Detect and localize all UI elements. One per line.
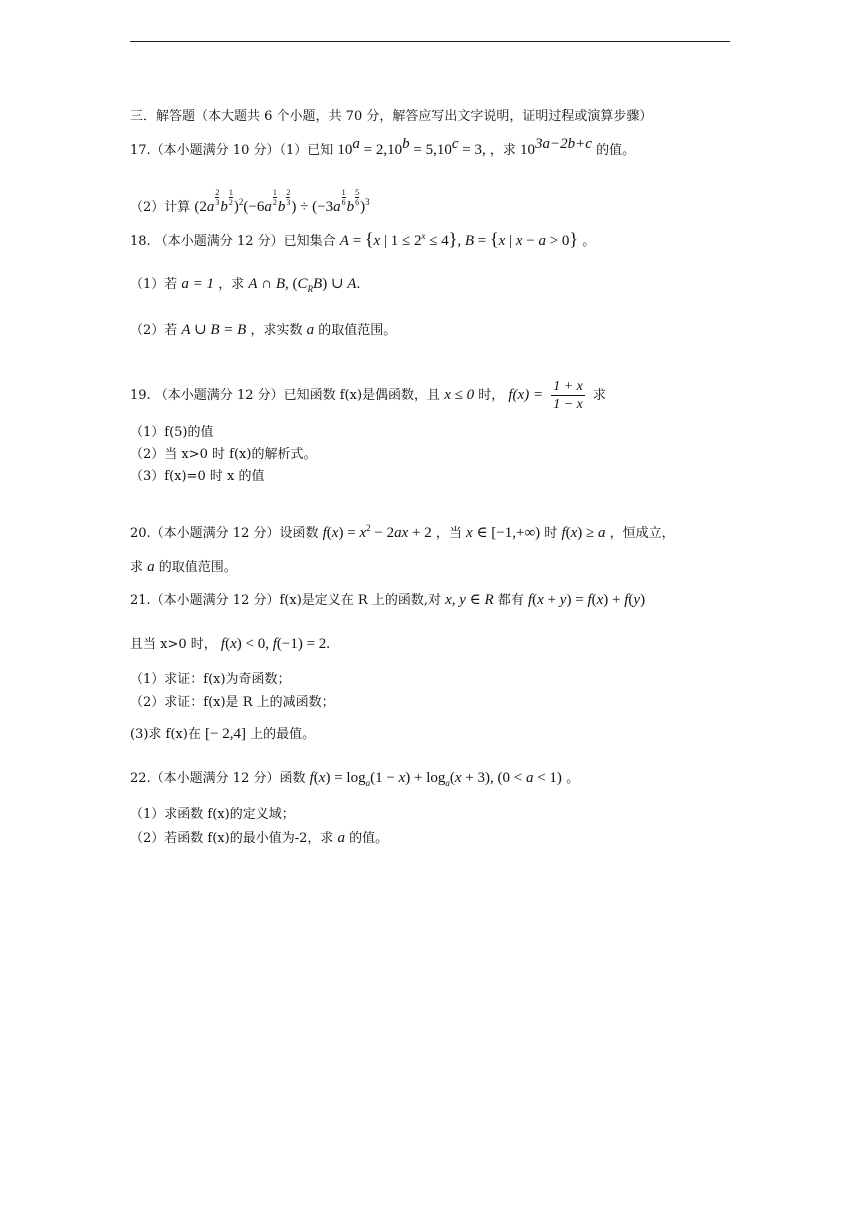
q18-part2-var: a xyxy=(306,322,315,338)
q21-part1: （1）求证：f(x)为奇函数； xyxy=(130,672,291,687)
q17-part2 xyxy=(130,188,370,217)
q19-part2: （2）当 x>0 时 f(x)的解析式。 xyxy=(130,447,317,462)
header-rule xyxy=(130,41,730,42)
q17-expression: $10^{3a-2b+c}$ xyxy=(520,136,592,158)
q21-part3b: 上的最值。 xyxy=(250,727,316,742)
q19-line1 xyxy=(130,378,606,413)
q19-numerator: 1 + x xyxy=(553,379,583,394)
q18-part2-tail: 的取值范围。 xyxy=(318,323,397,338)
q18-part1-ask: ，求 xyxy=(218,277,245,292)
q22-head: 22.（本小题满分 12 分）函数 xyxy=(130,771,306,786)
q22-part1: （1）求函数 f(x)的定义域； xyxy=(130,807,295,822)
q21-part3-range: [− 2,4] xyxy=(204,726,246,742)
q21-line2a: 且当 x>0 时， xyxy=(130,637,217,652)
q17-tail: 的值。 xyxy=(596,143,636,158)
q18-part2 xyxy=(130,321,396,340)
q22-tail: 。 xyxy=(566,771,580,786)
q20-line2b: 的取值范围。 xyxy=(158,560,237,575)
q21-part3a: (3)求 f(x)在 xyxy=(130,727,201,742)
section-title: 三．解答题（本大题共 6 个小题，共 70 分，解答应写出文字说明，证明过程或演算步骤） xyxy=(130,109,653,124)
q19-denominator: 1 − x xyxy=(553,397,583,412)
q17-head: 17.（本小题满分 10 分）（1）已知 xyxy=(130,143,334,158)
q20-mid: ，当 xyxy=(435,526,462,541)
q17-part2-expression: (2a $\frac{2}{3}$ b $\frac{1}{2}$ )$^2$(−6a $\frac{1}{2}$ b $\frac{2}{3}$ ) ÷ (−3a $\frac{1}{6}$ b $\frac{5}{6}$ )$^3$ xyxy=(194,188,370,215)
q21-vars: x, y ∈ R xyxy=(445,592,494,608)
q19-fraction xyxy=(551,378,585,413)
q22-part2b: 的值。 xyxy=(349,831,389,846)
q20-mid2: 时 xyxy=(544,526,558,541)
q20-range: x ∈ [−1,+∞) xyxy=(466,525,541,541)
q18-line1 xyxy=(130,230,595,251)
q21-line1 xyxy=(130,591,645,610)
q22-line1 xyxy=(130,769,579,788)
q18-part1-label: （1）若 xyxy=(130,277,178,292)
q21-part3 xyxy=(130,725,315,744)
q17-condition: $10^a = 2,10^b = 5,10^c = 3$, xyxy=(337,136,486,158)
q18-part1 xyxy=(130,275,360,294)
q20-line1 xyxy=(130,524,675,543)
q21-mid: 都有 xyxy=(497,593,524,608)
q19-condition: x ≤ 0 xyxy=(444,387,475,403)
q22-part2a: （2）若函数 f(x)的最小值为-2，求 xyxy=(130,831,334,846)
q17-line1 xyxy=(130,136,636,160)
q18-part1-condition: a = 1 xyxy=(181,276,215,292)
q20-line2 xyxy=(130,558,237,577)
q17-ask: ，求 xyxy=(489,143,516,158)
q18-part2-condition: A ∪ B = B xyxy=(181,322,247,338)
q18-part2-ask: ，求实数 xyxy=(250,323,303,338)
q20-line2a: 求 xyxy=(130,560,144,575)
q19-time: 时， xyxy=(478,388,505,403)
q19-fx: f(x) = xyxy=(508,387,544,403)
q20-inequality: f(x) ≥ a xyxy=(561,525,606,541)
q21-line2 xyxy=(130,635,330,654)
q20-tail: ，恒成立， xyxy=(609,526,675,541)
q22-part2-var: a xyxy=(337,830,345,846)
q18-head: 18. （本小题满分 12 分）已知集合 xyxy=(130,234,336,249)
q20-head: 20.（本小题满分 12 分）设函数 xyxy=(130,526,319,541)
q21-equation: f(x + y) = f(x) + f(y) xyxy=(527,592,646,608)
q21-line2-expression: f(x) < 0, f(−1) = 2. xyxy=(220,636,331,652)
q19-part3: （3）f(x)=0 时 x 的值 xyxy=(130,469,265,484)
q17-part2-label: （2）计算 xyxy=(130,200,191,215)
q21-head: 21.（本小题满分 12 分）f(x)是定义在 R 上的函数,对 xyxy=(130,593,441,608)
q21-part2: （2）求证：f(x)是 R 上的减函数； xyxy=(130,695,335,710)
q20-function: $f(x) = x^2 - 2ax + 2$ xyxy=(322,523,432,541)
q18-part2-label: （2）若 xyxy=(130,323,178,338)
q22-part2 xyxy=(130,829,388,848)
q18-sets: A = {x | $1 \le 2^x \le 4$}, B = {x | x − a > 0} xyxy=(339,229,579,249)
q22-function: $f(x) = \log_a(1 - x) + \log_a(x + 3)$, (0 < a < 1) xyxy=(309,770,562,788)
q18-tail: 。 xyxy=(582,234,596,249)
q18-part1-expression: A ∩ B, $(C_RB)$ ∪ A. xyxy=(248,276,361,294)
q19-ask: 求 xyxy=(593,388,607,403)
q20-line2-var: a xyxy=(147,559,155,575)
q19-part1: （1）f(5)的值 xyxy=(130,425,214,440)
q19-head: 19. （本小题满分 12 分）已知函数 f(x)是偶函数，且 xyxy=(130,388,441,403)
